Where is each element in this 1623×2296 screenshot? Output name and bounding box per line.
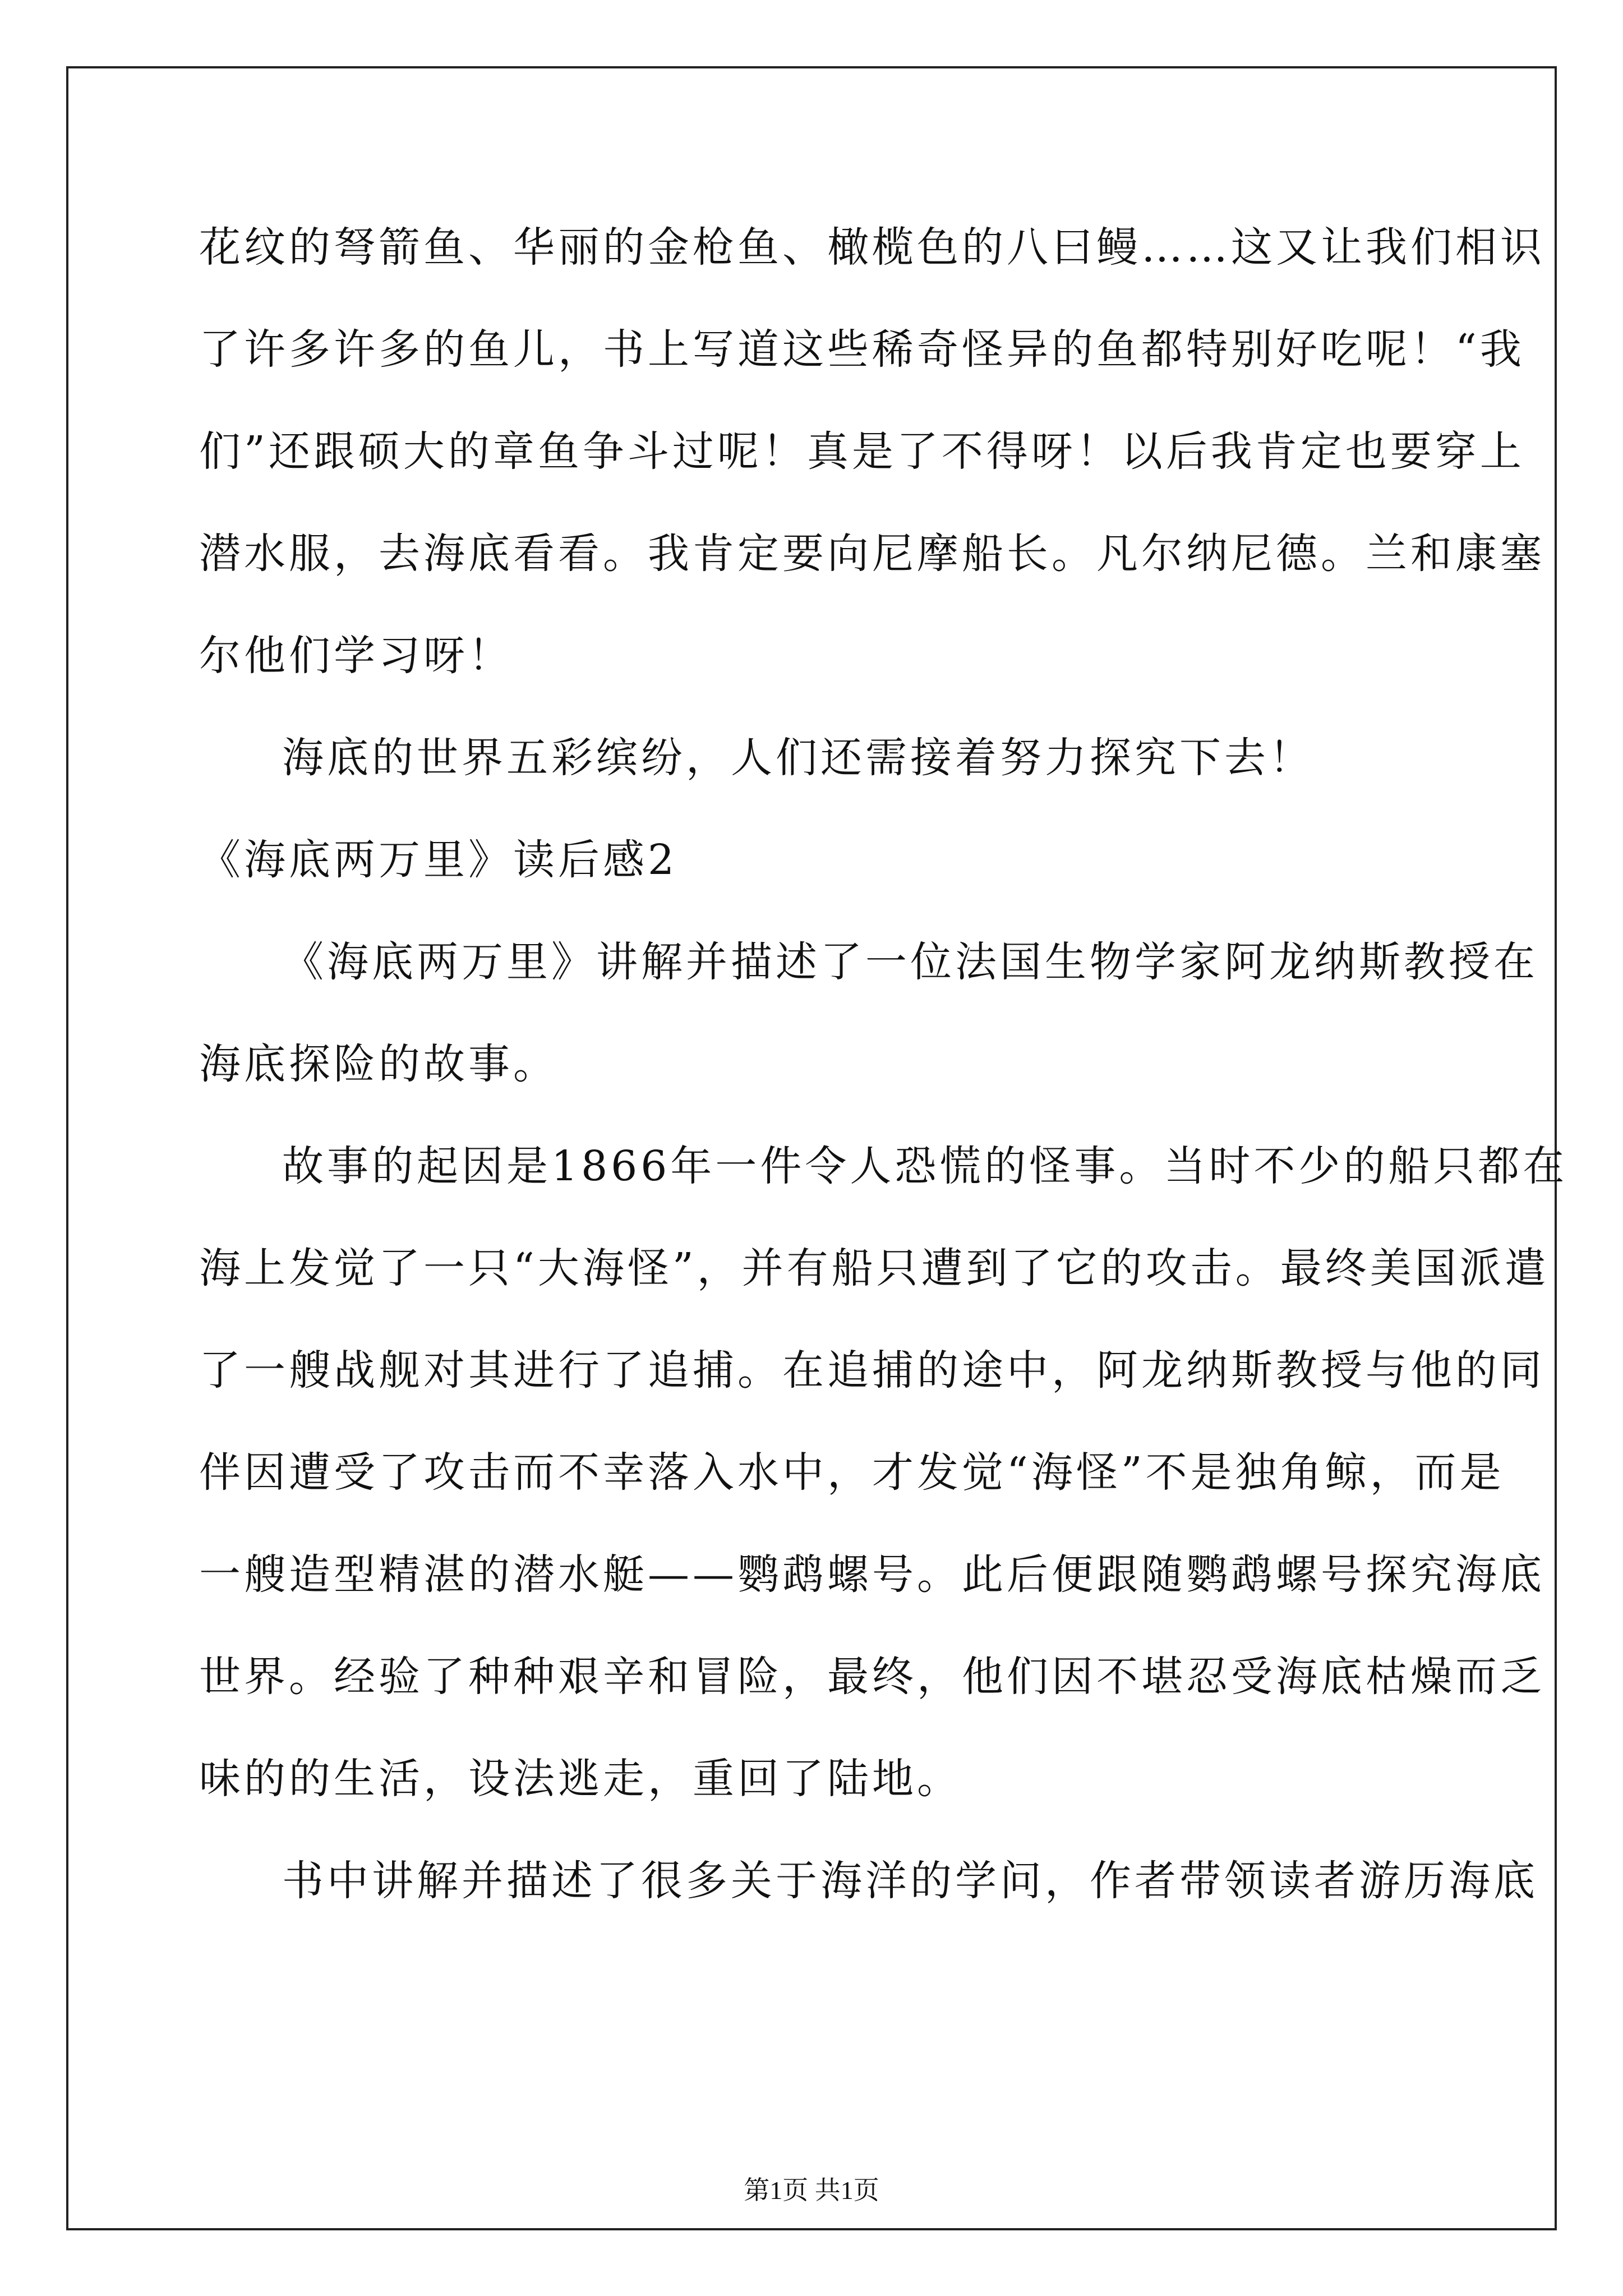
- paragraph-line: 了许多许多的鱼儿，书上写道这些稀奇怪异的鱼都特别好吃呢！“我: [199, 325, 1525, 374]
- paragraph-line: 世界。经验了种种艰辛和冒险，最终，他们因不堪忍受海底枯燥而乏: [199, 1653, 1545, 1701]
- paragraph-line: 尔他们学习呀！: [199, 632, 513, 680]
- paragraph-line: 一艘造型精湛的潜水艇——鹦鹉螺号。此后便跟随鹦鹉螺号探究海底: [199, 1550, 1545, 1599]
- paragraph-line: 了一艘战舰对其进行了追捕。在追捕的途中，阿龙纳斯教授与他的同: [199, 1346, 1545, 1395]
- paragraph-line: 海上发觉了一只“大海怪”，并有船只遭到了它的攻击。最终美国派遣: [199, 1244, 1550, 1292]
- paragraph-line: 《海底两万里》讲解并描述了一位法国生物学家阿龙纳斯教授在: [282, 938, 1538, 986]
- paragraph-line: 味的的生活，设法逃走，重回了陆地。: [199, 1755, 962, 1803]
- paragraph-line: 海底的世界五彩缤纷，人们还需接着努力探究下去！: [282, 734, 1314, 782]
- paragraph-line: 故事的起因是1866年一件令人恐慌的怪事。当时不少的船只都在: [282, 1142, 1568, 1190]
- paragraph-line: 海底探险的故事。: [199, 1040, 558, 1088]
- section-heading: 《海底两万里》读后感2: [199, 836, 678, 884]
- page-number-footer: 第1页 共1页: [744, 2176, 879, 2205]
- paragraph-line: 们”还跟硕大的章鱼争斗过呢！真是了不得呀！以后我肯定也要穿上: [199, 427, 1525, 476]
- paragraph-line: 花纹的弩箭鱼、华丽的金枪鱼、橄榄色的八曰鳗……这又让我们相识: [199, 223, 1545, 272]
- paragraph-line: 书中讲解并描述了很多关于海洋的学问，作者带领读者游历海底: [282, 1857, 1538, 1905]
- paragraph-line: 潜水服，去海底看看。我肯定要向尼摩船长。凡尔纳尼德。兰和康塞: [199, 530, 1545, 578]
- document-body: [199, 196, 1568, 1932]
- paragraph-line: 伴因遭受了攻击而不幸落入水中，才发觉“海怪”不是独角鲸，而是: [199, 1448, 1505, 1497]
